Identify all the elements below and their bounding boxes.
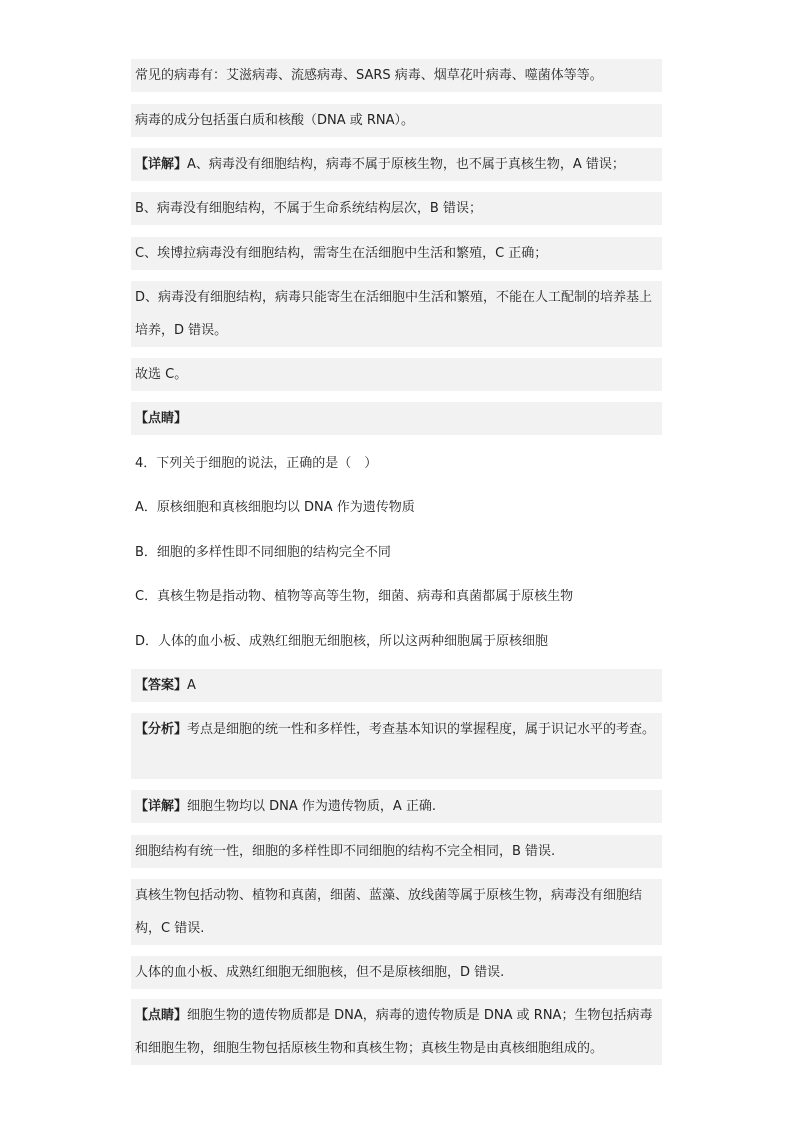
paragraph-text: 细胞生物均以 DNA 作为遗传物质，A 正确. — [187, 799, 437, 814]
paragraph-text: 常见的病毒有：艾滋病毒、流感病毒、SARS 病毒、烟草花叶病毒、噬菌体等等。 — [135, 68, 603, 83]
paragraph-text: A、病毒没有细胞结构，病毒不属于原核生物，也不属于真核生物，A 错误； — [187, 157, 625, 172]
paragraph-detail-b — [131, 192, 662, 225]
paragraph-text: C．真核生物是指动物、植物等高等生物，细菌、病毒和真菌都属于原核生物 — [135, 589, 574, 604]
paragraph-comment-heading — [131, 402, 662, 435]
paragraph-text: B、病毒没有细胞结构，不属于生命系统结构层次，B 错误； — [135, 201, 482, 216]
detail-paragraph-c — [131, 879, 662, 945]
paragraph-text: 故选 C。 — [135, 367, 188, 382]
paragraph-choice-c — [131, 358, 662, 391]
question-4-stem — [131, 447, 662, 480]
question-4-option-b — [131, 536, 662, 569]
paragraph-text: B．细胞的多样性即不同细胞的结构完全不同 — [135, 545, 391, 560]
answer-line — [131, 669, 662, 702]
paragraph-text: 病毒的成分包括蛋白质和核酸（DNA 或 RNA）。 — [135, 113, 415, 128]
paragraph-text: 细胞生物的遗传物质都是 DNA，病毒的遗传物质是 DNA 或 RNA；生物包括病毒和细胞生物，细胞生物包括原核生物和真核生物；真核生物是由真核细胞组成的。 — [135, 1008, 653, 1056]
question-4-option-c — [131, 580, 662, 613]
detail-paragraph-a — [131, 790, 662, 823]
paragraph-text: 细胞结构有统一性，细胞的多样性即不同细胞的结构不完全相同，B 错误. — [135, 844, 556, 859]
section-tag: 【点睛】 — [135, 411, 188, 426]
section-tag: 【分析】 — [135, 722, 188, 737]
detail-paragraph-d — [131, 956, 662, 989]
paragraph-text: 考点是细胞的统一性和多样性，考查基本知识的掌握程度，属于识记水平的考查。 — [187, 722, 656, 737]
section-tag: 【答案】 — [135, 678, 188, 693]
paragraph-text: 真核生物包括动物、植物和真菌，细菌、蓝藻、放线菌等属于原核生物，病毒没有细胞结构，C 错误. — [135, 888, 643, 936]
paragraph-text: A．原核细胞和真核细胞均以 DNA 作为遗传物质 — [135, 500, 415, 515]
section-tag: 【详解】 — [135, 799, 188, 814]
analysis-paragraph — [131, 713, 662, 779]
paragraph-text: A — [187, 678, 196, 693]
paragraph-detail-c — [131, 237, 662, 270]
paragraph-virus-composition — [131, 104, 662, 137]
paragraph-virus-examples — [131, 59, 662, 92]
section-tag: 【详解】 — [135, 157, 188, 172]
paragraph-text: 4．下列关于细胞的说法，正确的是（ ） — [135, 456, 378, 471]
detail-paragraph-b — [131, 835, 662, 868]
paragraph-detail-a — [131, 148, 662, 181]
section-tag: 【点睛】 — [135, 1008, 188, 1023]
question-4-option-d — [131, 625, 662, 658]
question-4-option-a — [131, 491, 662, 524]
paragraph-text: D．人体的血小板、成熟红细胞无细胞核，所以这两种细胞属于原核细胞 — [135, 634, 549, 649]
paragraph-text: C、埃博拉病毒没有细胞结构，需寄生在活细胞中生活和繁殖，C 正确； — [135, 246, 548, 261]
paragraph-detail-d — [131, 281, 662, 347]
paragraph-text: D、病毒没有细胞结构，病毒只能寄生在活细胞中生活和繁殖，不能在人工配制的培养基上培养，D 错误。 — [135, 290, 653, 338]
paragraph-text: 人体的血小板、成熟红细胞无细胞核，但不是原核细胞，D 错误. — [135, 965, 505, 980]
comment-paragraph — [131, 999, 662, 1065]
